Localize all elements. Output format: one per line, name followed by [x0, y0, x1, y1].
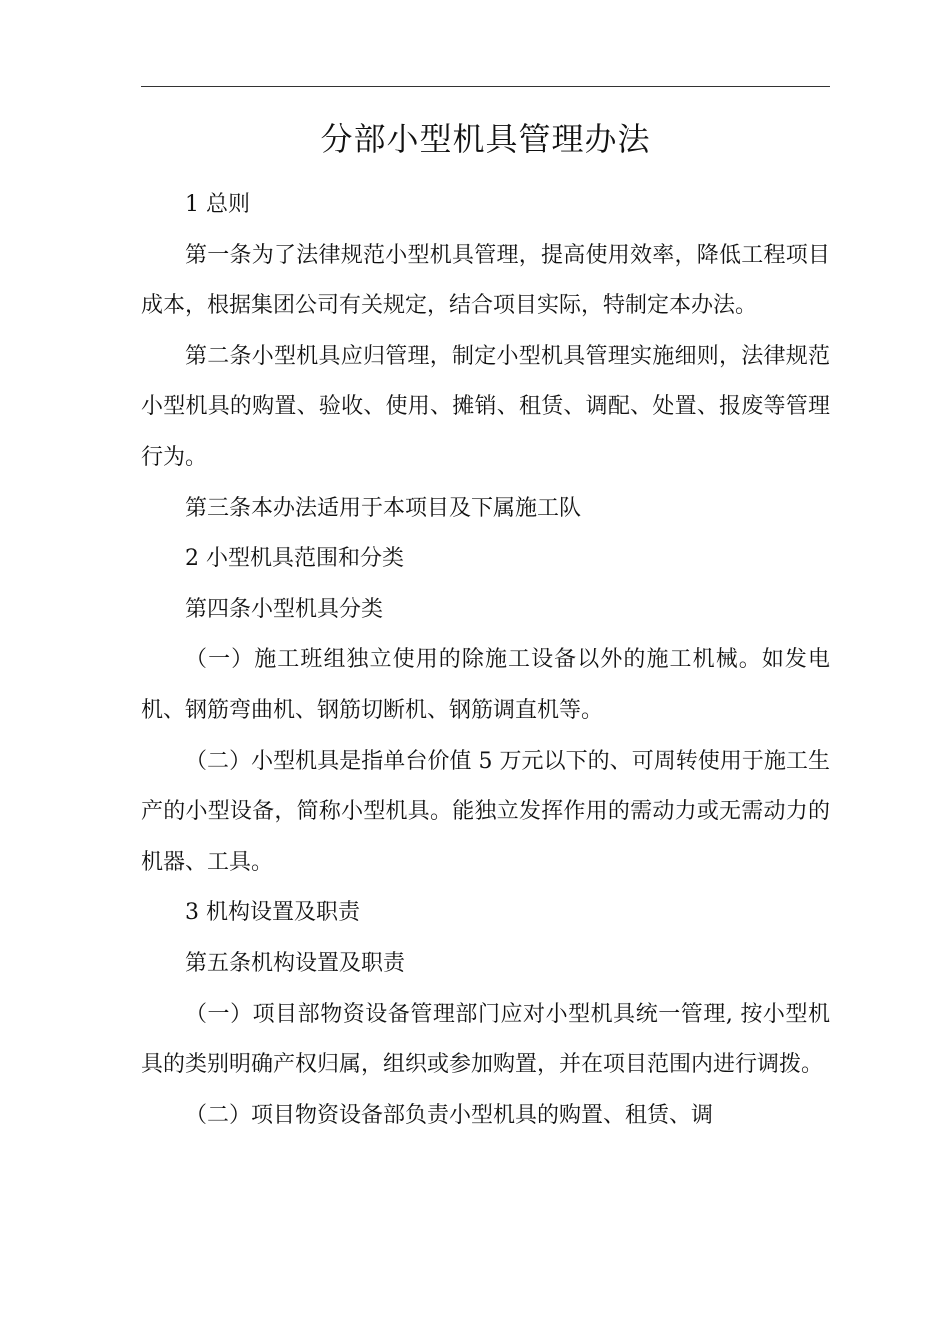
document-body [141, 180, 830, 1141]
article-4: 第四条小型机具分类 [185, 596, 384, 622]
section-heading-scope: 2 小型机具范围和分类 [185, 546, 404, 572]
article-2: 第二条小型机具应归管理，制定小型机具管理实施细则，法律规范小型机具的购置、验收、使用、摊销、租赁、调配、处置、报废等管理行为。 [141, 343, 830, 470]
section-heading-general: 1 总则 [185, 192, 250, 217]
header-rule [141, 86, 830, 87]
article-4-item-1: （一）施工班组独立使用的除施工设备以外的施工机械。如发电机、钢筋弯曲机、钢筋切断机、钢筋调直机等。 [141, 647, 830, 723]
article-5: 第五条机构设置及职责 [185, 950, 406, 976]
article-4-item-2: （二）小型机具是指单台价值 5 万元以下的、可周转使用于施工生产的小型设备，简称小型机具。能独立发挥作用的需动力或无需动力的机器、工具。 [141, 748, 830, 875]
article-3: 第三条本办法适用于本项目及下属施工队 [185, 495, 582, 521]
document-title: 分部小型机具管理办法 [320, 120, 651, 158]
article-5-item-2: （二）项目物资设备部负责小型机具的购置、租赁、调 [185, 1102, 714, 1128]
article-5-item-1: （一）项目部物资设备管理部门应对小型机具统一管理, 按小型机具的类别明确产权归属，组织或参加购置，并在项目范围内进行调拨。 [141, 1001, 830, 1078]
article-1: 第一条为了法律规范小型机具管理，提高使用效率，降低工程项目成本，根据集团公司有关规定，结合项目实际，特制定本办法。 [141, 242, 830, 319]
section-heading-organization: 3 机构设置及职责 [185, 900, 360, 926]
